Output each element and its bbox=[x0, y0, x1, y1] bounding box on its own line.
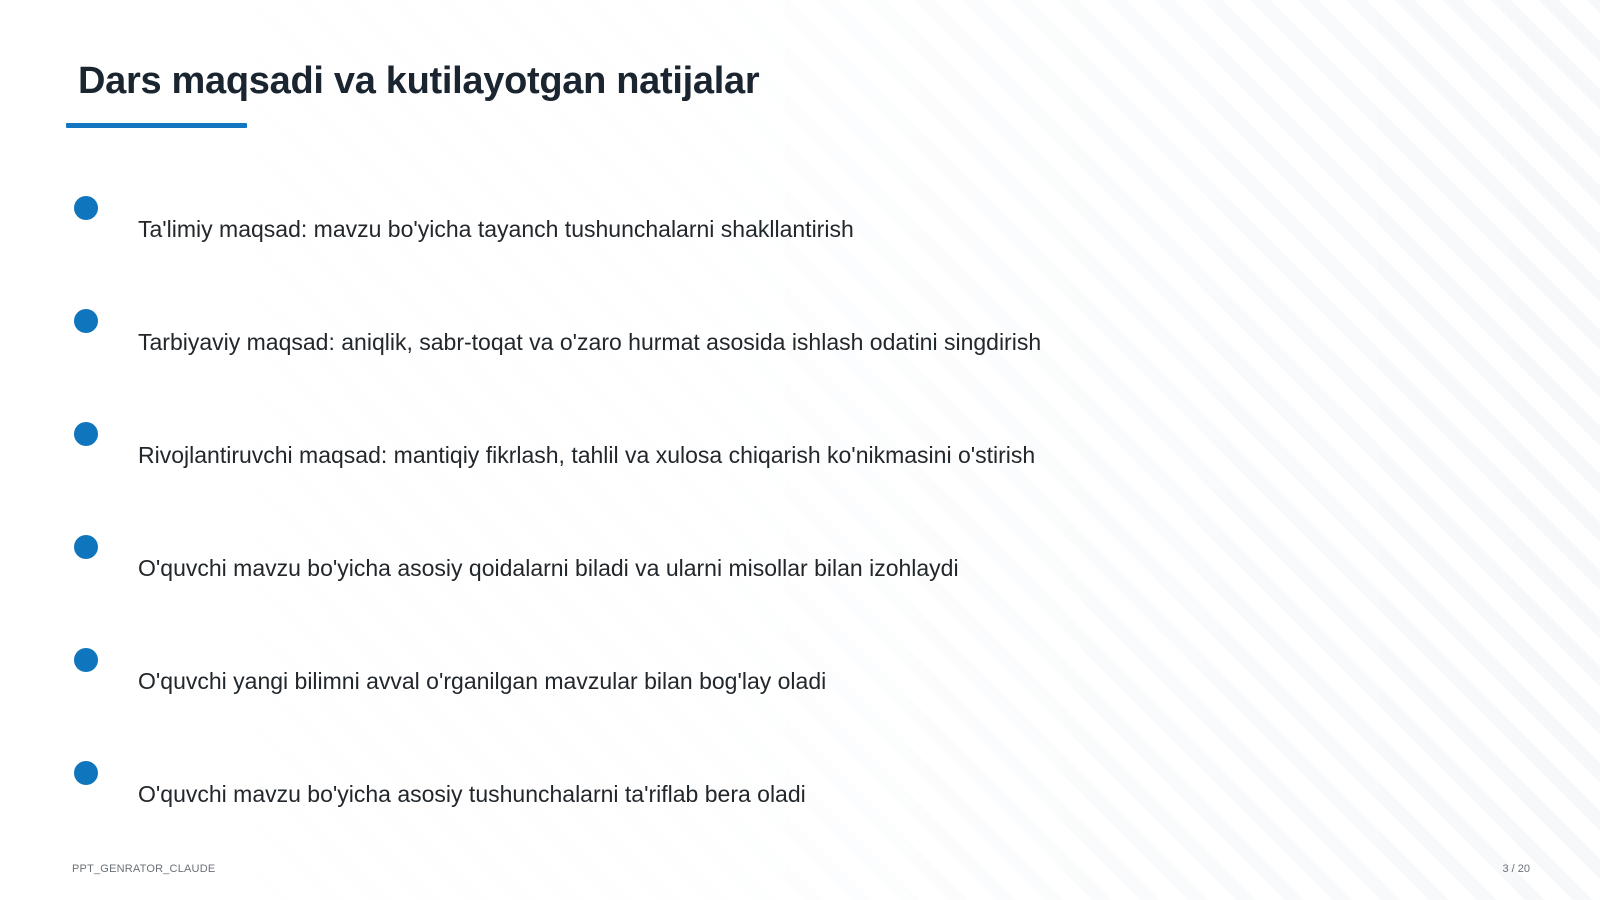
list-item-text: O'quvchi yangi bilimni avval o'rganilgan mavzular bilan bog'lay oladi bbox=[138, 668, 827, 694]
list-item bbox=[0, 761, 1200, 821]
title-underline bbox=[66, 123, 247, 128]
list-item bbox=[0, 535, 1200, 595]
list-item bbox=[0, 309, 1200, 369]
list-item-text: Rivojlantiruvchi maqsad: mantiqiy fikrlash, tahlil va xulosa chiqarish ko'nikmasini o'stirish bbox=[138, 442, 1036, 468]
list-item bbox=[0, 196, 1200, 256]
page-number: 3 / 20 bbox=[1502, 863, 1530, 875]
slide-title: Dars maqsadi va kutilayotgan natijalar bbox=[78, 60, 760, 102]
bullet-dot-icon bbox=[74, 761, 98, 785]
title-underline-notch bbox=[180, 121, 186, 123]
bullet-dot-icon bbox=[74, 309, 98, 333]
bullet-dot-icon bbox=[74, 535, 98, 559]
bullet-dot-icon bbox=[74, 422, 98, 446]
bullet-dot-icon bbox=[74, 196, 98, 220]
list-item-text: O'quvchi mavzu bo'yicha asosiy qoidalarni biladi va ularni misollar bilan izohlaydi bbox=[138, 555, 959, 581]
footer-source: PPT_GENRATOR_CLAUDE bbox=[72, 863, 216, 875]
list-item-text: O'quvchi mavzu bo'yicha asosiy tushunchalarni ta'riflab bera oladi bbox=[138, 781, 806, 807]
bullet-dot-icon bbox=[74, 648, 98, 672]
list-item bbox=[0, 648, 1200, 708]
list-item-text: Tarbiyaviy maqsad: aniqlik, sabr-toqat va o'zaro hurmat asosida ishlash odatini singdirish bbox=[138, 329, 1042, 355]
list-item-text: Ta'limiy maqsad: mavzu bo'yicha tayanch tushunchalarni shakllantirish bbox=[138, 216, 854, 242]
list-item bbox=[0, 422, 1200, 482]
